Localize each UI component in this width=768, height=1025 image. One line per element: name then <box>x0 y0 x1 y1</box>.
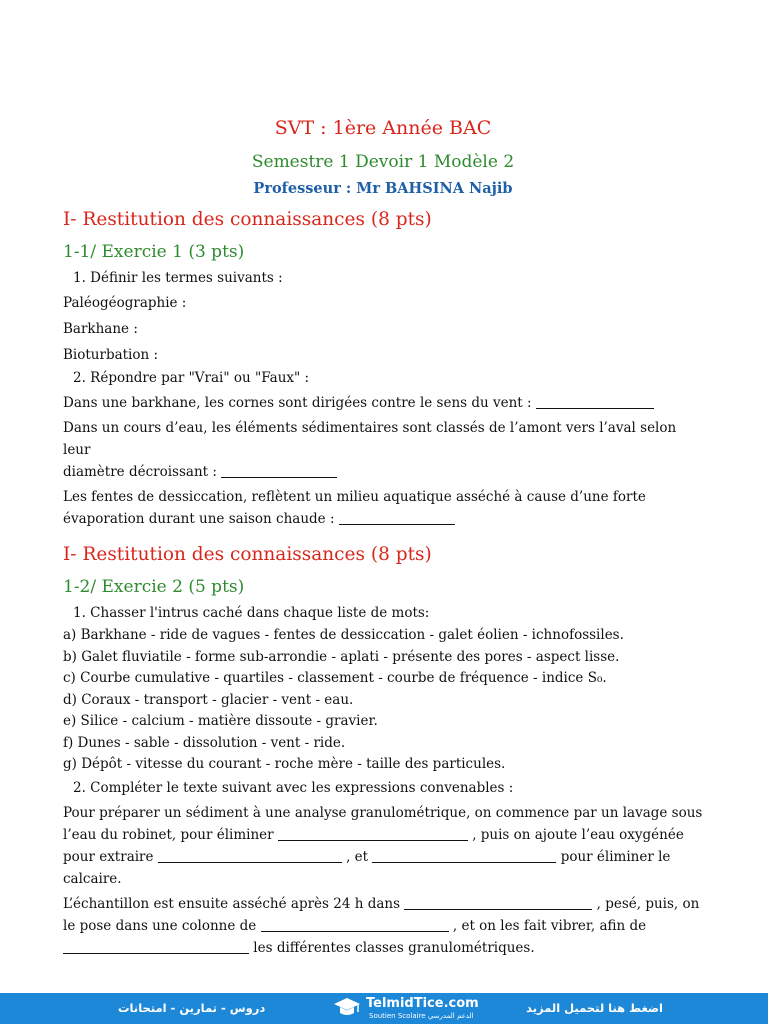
answer-blank <box>158 848 342 863</box>
list-item: c) Courbe cumulative - quartiles - classement - courbe de fréquence - indice S₀. <box>63 670 607 686</box>
professor-name: Professeur : Mr BAHSINA Najib <box>253 180 513 197</box>
section-title-1: I- Restitution des connaissances (8 pts) <box>63 209 432 230</box>
footer-banner[interactable] <box>0 993 768 1024</box>
statement-3 <box>63 486 703 530</box>
statement-2-text-b: diamètre décroissant : <box>63 464 217 480</box>
statement-1 <box>63 392 703 414</box>
fill-text-segment: le pose dans une colonne de <box>63 917 257 934</box>
answer-blank <box>404 895 592 910</box>
list-item: b) Galet fluviatile - forme sub-arrondie - aplati - présente des pores - aspect lisse. <box>63 648 620 665</box>
fill-text-segment: l’eau du robinet, pour éliminer <box>63 826 274 843</box>
list-item: e) Silice - calcium - matière dissoute - gravier. <box>63 713 378 729</box>
section-title-2: I- Restitution des connaissances (8 pts) <box>63 544 432 565</box>
statement-2 <box>63 417 703 483</box>
graduation-cap-icon <box>333 995 361 1025</box>
answer-blank <box>63 939 249 954</box>
fill-text-line: Pour préparer un sédiment à une analyse granulométrique, on commence par un lavage sous <box>63 804 703 821</box>
fill-text-segment: , pesé, puis, on <box>596 895 700 912</box>
list-item: f) Dunes - sable - dissolution - vent - ride. <box>63 734 346 751</box>
statement-3-text-b: évaporation durant une saison chaude : <box>63 511 335 527</box>
footer-brand[interactable]: TelmidTice.com <box>366 996 479 1011</box>
document-page <box>63 112 703 959</box>
term-paleogeographie: Paléogéographie : <box>63 295 187 311</box>
fill-text-segment: calcaire. <box>63 870 122 887</box>
fill-text-paragraph-1 <box>63 802 703 890</box>
document-subtitle: Semestre 1 Devoir 1 Modèle 2 <box>251 152 515 172</box>
term-bioturbation: Bioturbation : <box>63 347 159 363</box>
statement-2-text-a: Dans un cours d’eau, les éléments sédimentaires sont classés de l’amont vers l’aval selon leur <box>63 420 677 458</box>
answer-blank <box>278 826 468 841</box>
word-lists <box>63 625 703 776</box>
answer-blank <box>536 394 654 409</box>
term-barkhane: Barkhane : <box>63 321 138 337</box>
question-odd-one-out: 1. Chasser l'intrus caché dans chaque liste de mots: <box>73 605 430 621</box>
exercise-title-1: 1-1/ Exercie 1 (3 pts) <box>63 242 245 262</box>
question-true-false: 2. Répondre par "Vrai" ou "Faux" : <box>73 370 310 386</box>
question-complete-text: 2. Compléter le texte suivant avec les expressions convenables : <box>73 779 514 796</box>
list-item: d) Coraux - transport - glacier - vent - eau. <box>63 691 354 708</box>
fill-text-paragraph-2 <box>63 893 703 959</box>
answer-blank <box>261 917 449 932</box>
fill-text-segment: pour extraire <box>63 848 154 865</box>
list-item: a) Barkhane - ride de vagues - fentes de dessiccation - galet éolien - ichnofossiles. <box>63 627 624 643</box>
fill-text-segment: , puis on ajoute l’eau oxygénée <box>472 826 684 843</box>
footer-courses-link[interactable]: دروس - تمارين - امتحانات <box>118 1001 266 1015</box>
question-define-terms: 1. Définir les termes suivants : <box>73 270 283 286</box>
answer-blank <box>221 463 337 478</box>
document-title: SVT : 1ère Année BAC <box>274 117 492 139</box>
statement-1-text: Dans une barkhane, les cornes sont dirigées contre le sens du vent : <box>63 395 532 411</box>
answer-blank <box>339 510 455 525</box>
fill-text-segment: pour éliminer le <box>560 848 671 865</box>
exercise-title-2: 1-2/ Exercie 2 (5 pts) <box>63 577 245 597</box>
fill-text-segment: , et <box>346 848 369 865</box>
statement-3-text-a: Les fentes de dessiccation, reflètent un milieu aquatique asséché à cause d’une forte <box>63 489 646 505</box>
fill-text-segment: , et on les fait vibrer, afin de <box>452 917 647 934</box>
footer-download-link[interactable]: اضغط هنا لتحميل المزيد <box>526 1001 663 1015</box>
fill-text-segment: L’échantillon est ensuite asséché après 24 h dans <box>63 895 401 912</box>
answer-blank <box>372 848 556 863</box>
list-item: g) Dépôt - vitesse du courant - roche mère - taille des particules. <box>63 756 506 772</box>
fill-text-segment: les différentes classes granulométriques. <box>253 939 535 956</box>
footer-tagline: Soutien Scolaire الدعم المدرسي <box>369 1012 474 1020</box>
